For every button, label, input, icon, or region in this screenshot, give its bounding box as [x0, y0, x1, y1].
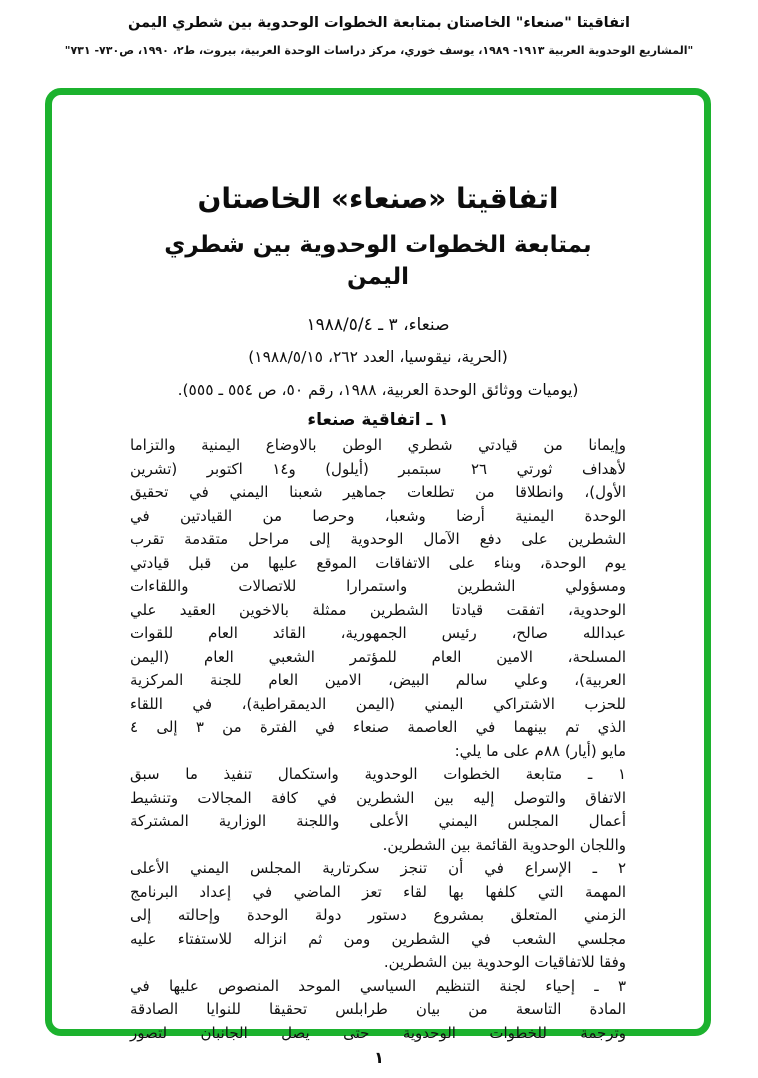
text-line: الأول)، وانطلاقا من تطلعات جماهير شعبنا اليمني في تحقيق [130, 483, 626, 501]
document-frame [45, 88, 711, 1042]
document-content [130, 95, 626, 1045]
text-line: للحزب الاشتراكي اليمني (اليمن الديمقراطية)، في اللقاء [130, 694, 626, 713]
source-citation-1: (الحرية، نيقوسيا، العدد ٢٦٢، ١٩٨٨/٥/١٥) [248, 348, 508, 366]
page-number: ١ [374, 1048, 384, 1067]
text-line: الوحدوية، اتفقت قيادتا الشطرين ممثلة بالاخوين العقيد علي [130, 600, 626, 619]
text-line: وإيمانا من قيادتي شطري الوطن بالاوضاع اليمنية والتزاما [130, 436, 626, 454]
source-citation-2: (يوميات ووثائق الوحدة العربية، ١٩٨٨، رقم ٥٠، ص ٥٥٤ ـ ٥٥٥). [177, 381, 579, 399]
paragraph [130, 857, 626, 975]
text-line: ٣ ـ إحياء لجنة التنظيم السياسي الموحد المنصوص عليها في [130, 976, 626, 995]
text-line: ٢ ـ الإسراع في أن تنجز سكرتارية المجلس اليمني الأعلى [130, 859, 626, 877]
text-line: المادة التاسعة من بيان طرابلس تحقيقا للنوايا الصادقة [130, 1000, 626, 1018]
text-line: الوحدة اليمنية أرضا وشعبا، وحرصا من القيادتين في [130, 506, 626, 525]
text-line: لأهداف ثورتي ٢٦ سبتمبر (أيلول) و١٤ اكتوبر (تشرين [130, 459, 626, 478]
text-line: يوم الوحدة، وبناء على الاتفاقات الموقع عليها من قبل قيادتي [130, 553, 626, 572]
document-subtitle: بمتابعة الخطوات الوحدوية بين شطري اليمن [164, 232, 592, 290]
text-line: الزمني المتعلق بمشروع دستور دولة الوحدة وإحالته إلى [130, 906, 626, 924]
body-text [130, 434, 626, 1045]
document-title: اتفاقيتا «صنعاء» الخاصتان [197, 182, 559, 215]
page-header [0, 12, 758, 58]
text-line: عبدالله صالح، رئيس الجمهورية، القائد العام للقوات [130, 624, 626, 642]
dateline: صنعاء، ٣ ـ ١٩٨٨/٥/٤ [306, 315, 450, 335]
header-title: اتفاقيتا "صنعاء" الخاصتان بمتابعة الخطوات الوحدوية بين شطري اليمن [128, 15, 630, 31]
text-line: وترجمة للخطوات الوحدوية حتى يصل الجانبان لتصور [130, 1023, 626, 1042]
text-line: الذي تم بينهما في العاصمة صنعاء في الفترة من ٣ إلى ٤ [130, 718, 626, 736]
text-line: الشطرين على دفع الآمال الوحدوية إلى مراحل متقدمة تقرب [130, 530, 626, 548]
section-heading: ١ ـ اتفاقية صنعاء [307, 410, 449, 430]
paragraph [130, 434, 626, 763]
text-line: مجلسي الشعب في الشطرين ومن ثم انزاله للاستفتاء عليه [130, 929, 626, 948]
text-line: المسلحة، الامين العام للمؤتمر الشعبي العام (اليمن [130, 647, 626, 666]
text-line: أعمال المجلس اليمني الأعلى واللجنة الوزارية المشتركة [130, 812, 626, 830]
text-line: العربية)، وعلي سالم البيض، الامين العام للجنة المركزية [130, 671, 626, 689]
text-line: واللجان الوحدوية القائمة بين الشطرين. [382, 835, 626, 854]
paragraph [130, 975, 626, 1046]
text-line: مايو (أيار) ٨٨م على ما يلي: [454, 741, 626, 760]
header-citation: "المشاريع الوحدوية العربية ١٩١٣- ١٩٨٩، يوسف خوري، مركز دراسات الوحدة العربية، بيروت، ط٢، ١٩٩٠، ص٧٣٠- ٧٣١" [64, 44, 694, 57]
paragraph [130, 763, 626, 857]
text-line: المهمة التي كلفها بها لقاء تعز الماضي في إعداد البرنامج [130, 882, 626, 901]
text-line: وفقا للاتفاقيات الوحدوية بين الشطرين. [383, 953, 626, 971]
text-line: الاتفاق والتوصل إليه بين الشطرين في كافة المجالات وتنشيط [130, 788, 626, 807]
text-line: ومسؤولي الشطرين واستمرارا للاتصالات واللقاءات [130, 577, 626, 595]
text-line: ١ ـ متابعة الخطوات الوحدوية واستكمال تنفيذ ما سبق [130, 765, 626, 783]
